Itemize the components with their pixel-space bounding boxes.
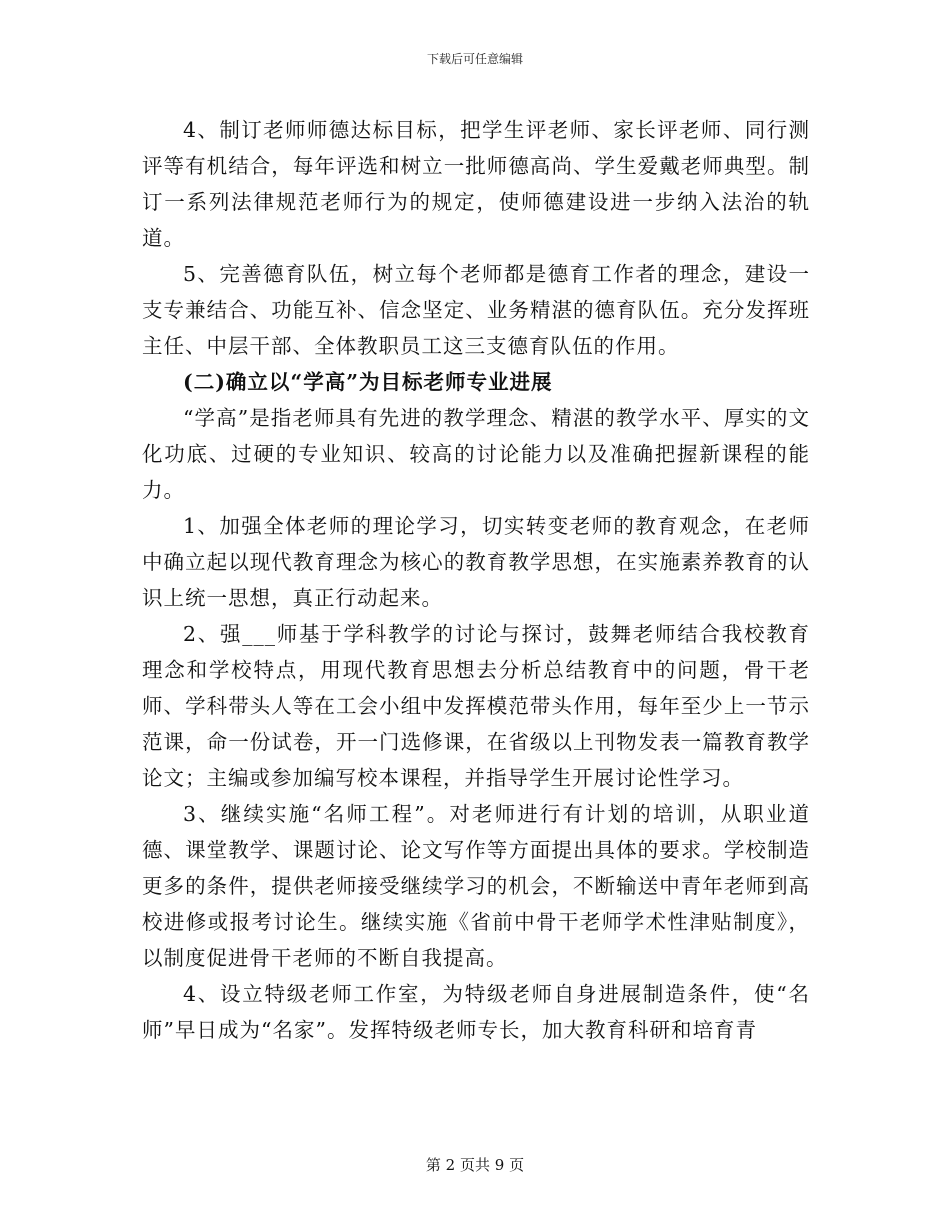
section-heading: (二)确立以“学高”为目标老师专业进展 [183,370,553,394]
document-body [142,112,810,1048]
page-footer: 第 2 页共 9 页 [425,1156,525,1174]
paragraph-5-moral-education-team: 5、完善德育队伍，树立每个老师都是德育工作者的理念，建设一支专兼结合、功能互补、信念坚定、业务精湛的德育队伍。充分发挥班主任、中层干部、全体教职员工这三支德育队伍的作用。 [142,262,810,358]
paragraph-3-famous-teacher-project: 3、继续实施“名师工程”。对老师进行有计划的培训，从职业道德、课堂教学、课题讨论、论文写作等方面提出具体的要求。学校制造更多的条件，提供老师接受继续学习的机会，不断输送中青年老师到高校进修或报考讨论生。继续实施《省前中骨干老师学术性津贴制度》，以制度促进骨干老师的不断自我提高。 [142,802,810,970]
paragraph-2-discipline-research: 2、强___师基于学科教学的讨论与探讨，鼓舞老师结合我校教育理念和学校特点，用现代教育思想去分析总结教育中的问题，骨干老师、学科带头人等在工会小组中发挥模范带头作用，每年至少上一节示范课，命一份试卷，开一门选修课，在省级以上刊物发表一篇教育教学论文；主编或参加编写校本课程，并指导学生开展讨论性学习。 [142,622,810,790]
paragraph-definition: “学高”是指老师具有先进的教学理念、精湛的教学水平、厚实的文化功底、过硬的专业知识、较高的讨论能力以及准确把握新课程的能力。 [142,406,810,502]
paragraph-1-theory-study: 1、加强全体老师的理论学习，切实转变老师的教育观念，在老师中确立起以现代教育理念为核心的教育教学思想，在实施素养教育的认识上统一思想，真正行动起来。 [142,514,810,610]
paragraph-4-teacher-ethics: 4、制订老师师德达标目标，把学生评老师、家长评老师、同行测评等有机结合，每年评选和树立一批师德高尚、学生爱戴老师典型。制订一系列法律规范老师行为的规定，使师德建设进一步纳入法治的轨道。 [142,118,810,250]
page-header: 下载后可任意编辑 [426,52,523,66]
paragraph-4-special-teacher-studio: 4、设立特级老师工作室，为特级老师自身进展制造条件，使“名师”早日成为“名家”。发挥特级老师专长，加大教育科研和培育青 [142,982,810,1042]
